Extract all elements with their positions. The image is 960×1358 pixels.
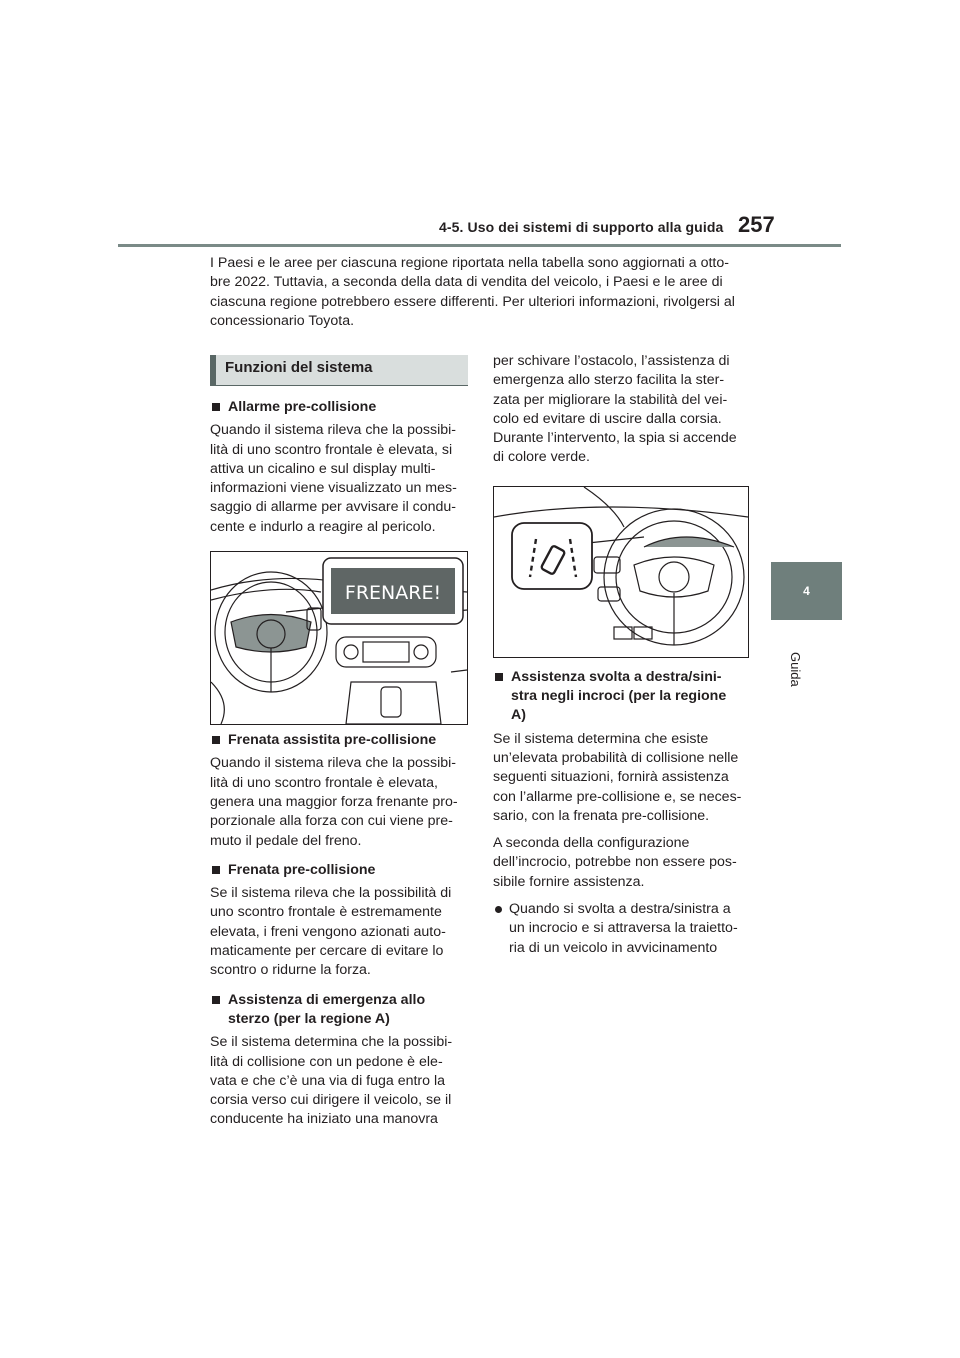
item-title-steer: Assistenza di emergenza allo sterzo (per la regione A) [210, 991, 468, 1030]
chapter-tab[interactable] [771, 562, 842, 620]
item-title-brake: Frenata pre-collisione [210, 861, 468, 880]
square-bullet-icon [212, 736, 220, 744]
chapter-number: 4 [803, 584, 810, 598]
intro-paragraph: I Paesi e le aree per ciascuna regione riportata nella tabella sono aggiornati a otto- bre 2022. Tuttavia, a seconda della data di vendita del veicolo, i Paesi e le aree di ciascuna regione potrebbero essere differenti. Per ulteriori informazioni, rivolgersi al concessionario Toyota. [210, 255, 735, 329]
item-title-turn: Assistenza svolta a destra/sini- stra negli incroci (per la regione A) [493, 668, 749, 726]
alarm-description: Quando il sistema rileva che la possibi- lità di uno scontro frontale è elevata, si attiva un cicalino e sul display multi- informazioni viene visualizzato un mes- saggio di allarme per avvisare il condu- cente e indurlo a reagire al pericolo. [210, 422, 457, 535]
dashboard-warning-illustration [210, 551, 468, 725]
item-title-assist: Frenata assistita pre-collisione [210, 731, 468, 750]
chapter-label: Guida [788, 652, 803, 687]
square-bullet-icon [212, 403, 220, 411]
round-bullet-icon [495, 906, 502, 913]
right-column [493, 352, 749, 958]
brake-description: Se il sistema rileva che la possibilità di uno scontro frontale è estremamente elevata, i freni vengono azionati auto- maticamente per cercare di evitare lo scontro o ridurne la forza. [210, 885, 452, 979]
list-item: Quando si svolta a destra/sinistra a un incrocio e si attraversa la traietto- ria di un veicolo in avvicinamento [493, 900, 749, 958]
square-bullet-icon [212, 866, 220, 874]
assist-description: Quando il sistema rileva che la possibi- lità di uno scontro frontale è elevata, genera una maggior forza frenante pro- porzionale alla forza con cui viene pre- muto il pedale del freno. [210, 755, 458, 849]
config-description: A seconda della configurazione dell’incrocio, potrebbe non essere pos- sibile fornire assistenza. [493, 835, 737, 890]
section-heading: Funzioni del sistema [210, 355, 468, 386]
turn-description: Se il sistema determina che esiste un’elevata probabilità di collisione nelle seguenti situazioni, fornirà assistenza con l’allarme pre-collisione e, se neces- sario, con la frenata pre-collisione. [493, 730, 742, 824]
page-number: 257 [738, 212, 775, 237]
item-title-alarm: Allarme pre-collisione [210, 398, 468, 417]
square-bullet-icon [212, 996, 220, 1004]
left-column [210, 355, 468, 1138]
steer-description: Se il sistema determina che la possibi- lità di collisione con un pedone è ele- vata e che c’è una via di fuga entro la corsia verso cui dirigere il veicolo, se il conducente ha iniziato una manovra [210, 1034, 453, 1128]
frenare-message: FRENARE! [344, 582, 442, 605]
dashboard-illustration [211, 552, 467, 724]
steering-illustration [494, 487, 748, 657]
steering-assist-illustration [493, 486, 749, 658]
header-title: 4-5. Uso dei sistemi di supporto alla guida [439, 219, 724, 235]
square-bullet-icon [495, 673, 503, 681]
header-rule [118, 244, 841, 247]
steer-continuation: per schivare l’ostacolo, l’assistenza di emergenza allo sterzo facilita la ster- zata per migliorare la stabilità del vei- colo ed evitare di uscire dalla corsia. Durante l’intervento, la spia si accende di colore verde. [493, 353, 737, 466]
